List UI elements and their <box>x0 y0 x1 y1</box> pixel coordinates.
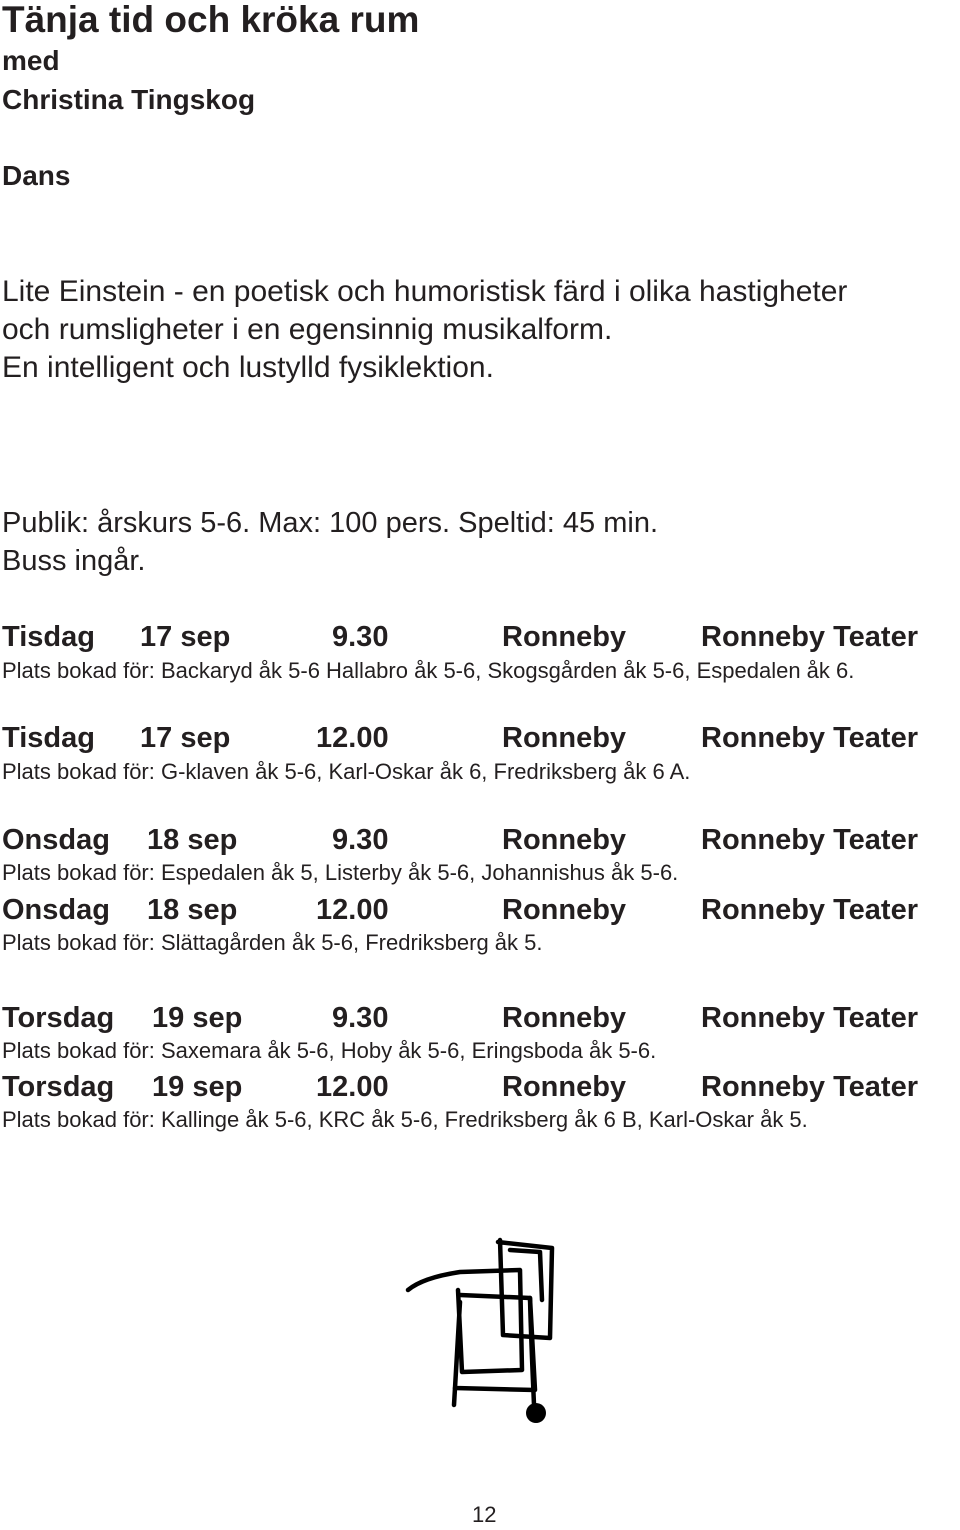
abstract-line-drawing-icon <box>400 1230 600 1430</box>
performance-time: 12.00 <box>316 722 389 754</box>
performance-day: Torsdag <box>2 1002 115 1034</box>
performance-date: 17 sep <box>140 722 231 754</box>
performance-day: Onsdag <box>2 824 110 856</box>
performance-day: Onsdag <box>2 894 110 926</box>
performance-town: Ronneby <box>502 722 627 754</box>
performance-town: Ronneby <box>502 1002 627 1034</box>
performance-venue: Ronneby Teater <box>701 621 919 653</box>
page-number: 12 <box>472 1502 497 1527</box>
performance-date: 19 sep <box>152 1002 243 1034</box>
booked-schools: Plats bokad för: Backaryd åk 5-6 Hallabro åk 5-6, Skogsgården åk 5-6, Espedalen åk 6. <box>2 658 855 683</box>
performance-row <box>0 1001 960 1035</box>
description-line-3: En intelligent och lustylld fysiklektion. <box>2 351 494 384</box>
performance-venue: Ronneby Teater <box>701 722 919 754</box>
performance-time: 9.30 <box>332 824 389 856</box>
performance-venue: Ronneby Teater <box>701 1071 919 1103</box>
performance-row <box>0 721 960 755</box>
performance-row <box>0 893 960 927</box>
performance-venue: Ronneby Teater <box>701 1002 919 1034</box>
performance-town: Ronneby <box>502 894 627 926</box>
performance-time: 12.00 <box>316 894 389 926</box>
booked-schools: Plats bokad för: Saxemara åk 5-6, Hoby åk 5-6, Eringsboda åk 5-6. <box>2 1038 657 1063</box>
performance-day: Tisdag <box>2 722 95 754</box>
performer-name: Christina Tingskog <box>2 84 256 115</box>
with-label: med <box>2 45 60 76</box>
booked-schools: Plats bokad för: Slättagården åk 5-6, Fredriksberg åk 5. <box>2 930 543 955</box>
performance-venue: Ronneby Teater <box>701 824 919 856</box>
description-line-2: och rumsligheter i en egensinnig musikalform. <box>2 313 613 346</box>
performance-row <box>0 620 960 654</box>
audience-info: Publik: årskurs 5-6. Max: 100 pers. Speltid: 45 min. <box>2 507 659 539</box>
bus-info: Buss ingår. <box>2 545 146 577</box>
performance-date: 18 sep <box>147 894 238 926</box>
genre-label: Dans <box>2 160 71 191</box>
performance-venue: Ronneby Teater <box>701 894 919 926</box>
booked-schools: Plats bokad för: Espedalen åk 5, Listerby åk 5-6, Johannishus åk 5-6. <box>2 860 679 885</box>
performance-town: Ronneby <box>502 621 627 653</box>
performance-date: 18 sep <box>147 824 238 856</box>
booked-schools: Plats bokad för: Kallinge åk 5-6, KRC åk 5-6, Fredriksberg åk 6 B, Karl-Oskar åk 5. <box>2 1107 808 1132</box>
performance-row <box>0 1070 960 1104</box>
performance-date: 17 sep <box>140 621 231 653</box>
performance-time: 9.30 <box>332 1002 389 1034</box>
performance-time: 9.30 <box>332 621 389 653</box>
performance-town: Ronneby <box>502 824 627 856</box>
performance-date: 19 sep <box>152 1071 243 1103</box>
performance-day: Torsdag <box>2 1071 115 1103</box>
booked-schools: Plats bokad för: G-klaven åk 5-6, Karl-Oskar åk 6, Fredriksberg åk 6 A. <box>2 759 691 784</box>
performance-row <box>0 823 960 857</box>
performance-time: 12.00 <box>316 1071 389 1103</box>
performance-day: Tisdag <box>2 621 95 653</box>
page-title: Tänja tid och kröka rum <box>2 0 420 40</box>
description-line-1: Lite Einstein - en poetisk och humoristisk färd i olika hastigheter <box>2 275 848 308</box>
performance-town: Ronneby <box>502 1071 627 1103</box>
